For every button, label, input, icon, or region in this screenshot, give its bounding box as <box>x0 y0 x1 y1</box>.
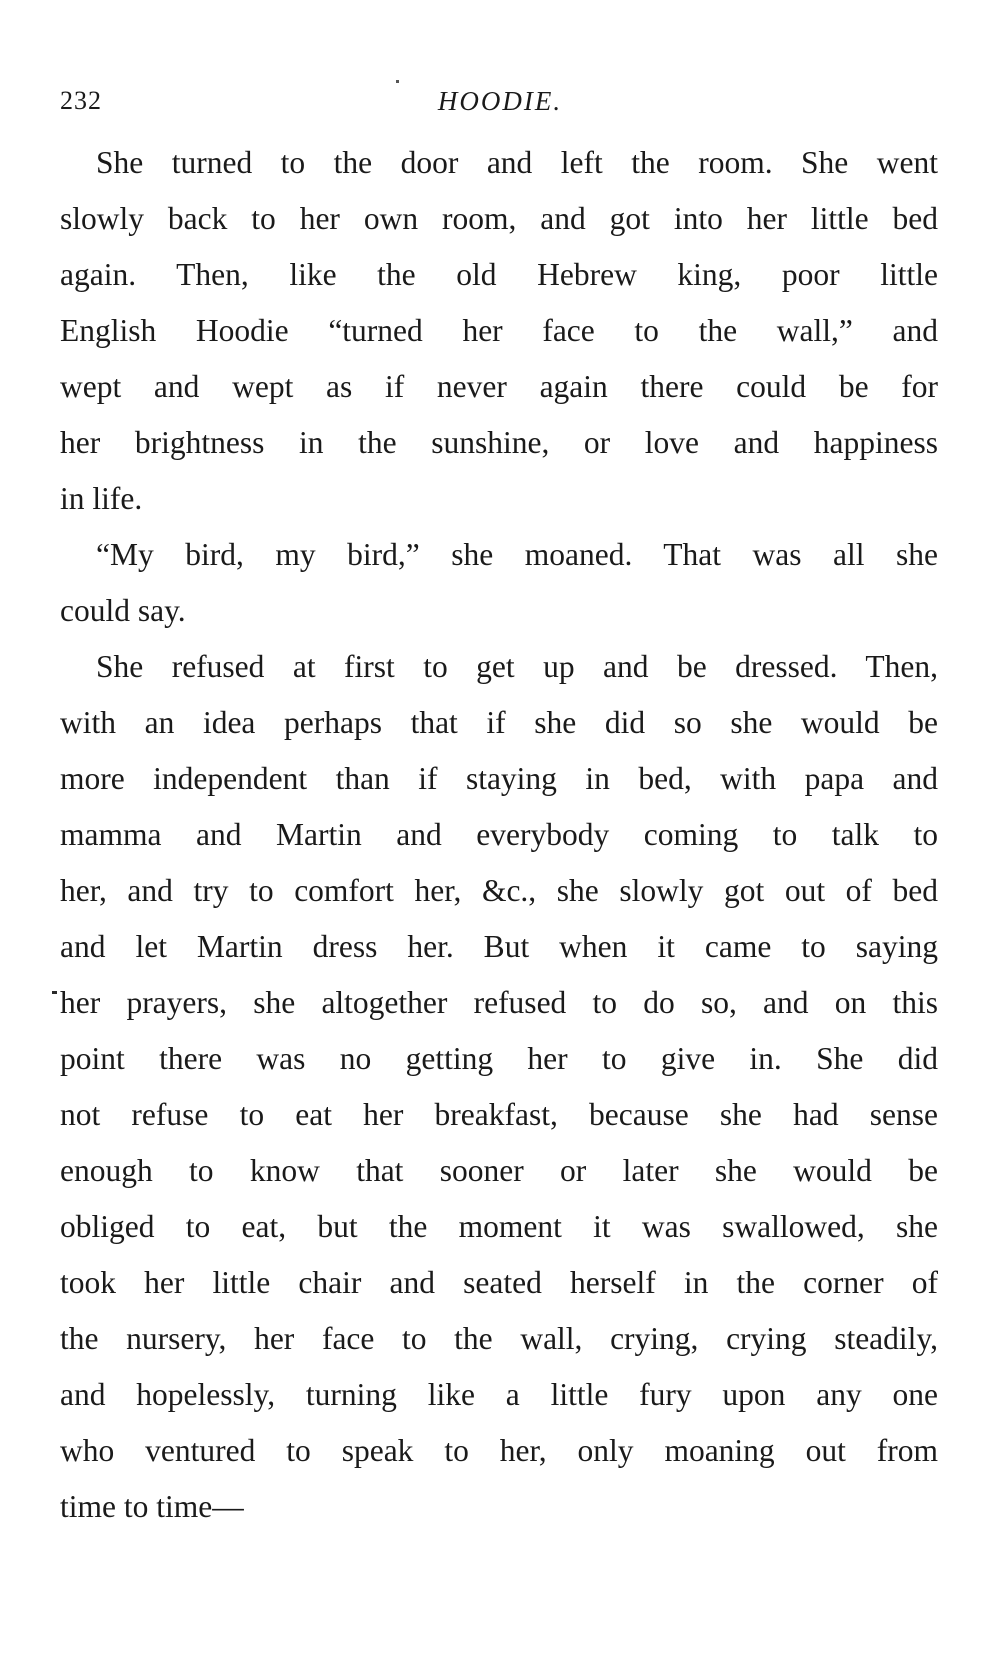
text-line: more independent than if staying in bed, with papa and <box>60 761 938 796</box>
text-line: not refuse to eat her breakfast, because she had sense <box>60 1097 938 1132</box>
text-line: her prayers, she altogether refused to do so, and on this <box>60 985 938 1020</box>
text-line: wept and wept as if never again there could be for <box>60 369 938 404</box>
text-line: her brightness in the sunshine, or love and happiness <box>60 425 938 460</box>
text-line: her, and try to comfort her, &c., she slowly got out of bed <box>60 873 938 908</box>
text-line: She turned to the door and left the room. She went <box>96 145 938 180</box>
print-speck <box>396 80 399 83</box>
paragraph-3 <box>60 639 938 1535</box>
text-line: enough to know that sooner or later she would be <box>60 1153 938 1188</box>
paragraph-1 <box>60 135 938 527</box>
text-line: slowly back to her own room, and got into her little bed <box>60 201 938 236</box>
margin-mark <box>52 991 57 994</box>
text-line: English Hoodie “turned her face to the wall,” and <box>60 313 938 348</box>
text-line: She refused at first to get up and be dressed. Then, <box>96 649 938 684</box>
text-line: “My bird, my bird,” she moaned. That was all she <box>96 537 938 572</box>
text-line: and hopelessly, turning like a little fury upon any one <box>60 1377 938 1412</box>
text-line: mamma and Martin and everybody coming to talk to <box>60 817 938 852</box>
text-line: with an idea perhaps that if she did so she would be <box>60 705 938 740</box>
book-title: HOODIE. <box>437 86 563 116</box>
text-line: in life. <box>60 481 143 516</box>
text-line: took her little chair and seated herself in the corner of <box>60 1265 938 1300</box>
text-line: the nursery, her face to the wall, crying, crying steadily, <box>60 1321 938 1356</box>
text-line: obliged to eat, but the moment it was swallowed, she <box>60 1209 938 1244</box>
page-number: 232 <box>60 86 102 115</box>
running-head <box>60 86 940 126</box>
text-line: could say. <box>60 593 186 628</box>
text-line: again. Then, like the old Hebrew king, poor little <box>60 257 938 292</box>
text-line: and let Martin dress her. But when it came to saying <box>60 929 938 964</box>
paragraph-2 <box>60 527 938 639</box>
text-line: point there was no getting her to give in. She did <box>60 1041 938 1076</box>
body-text <box>60 135 938 1535</box>
text-line: who ventured to speak to her, only moaning out from <box>60 1433 938 1468</box>
text-line: time to time— <box>60 1489 244 1524</box>
